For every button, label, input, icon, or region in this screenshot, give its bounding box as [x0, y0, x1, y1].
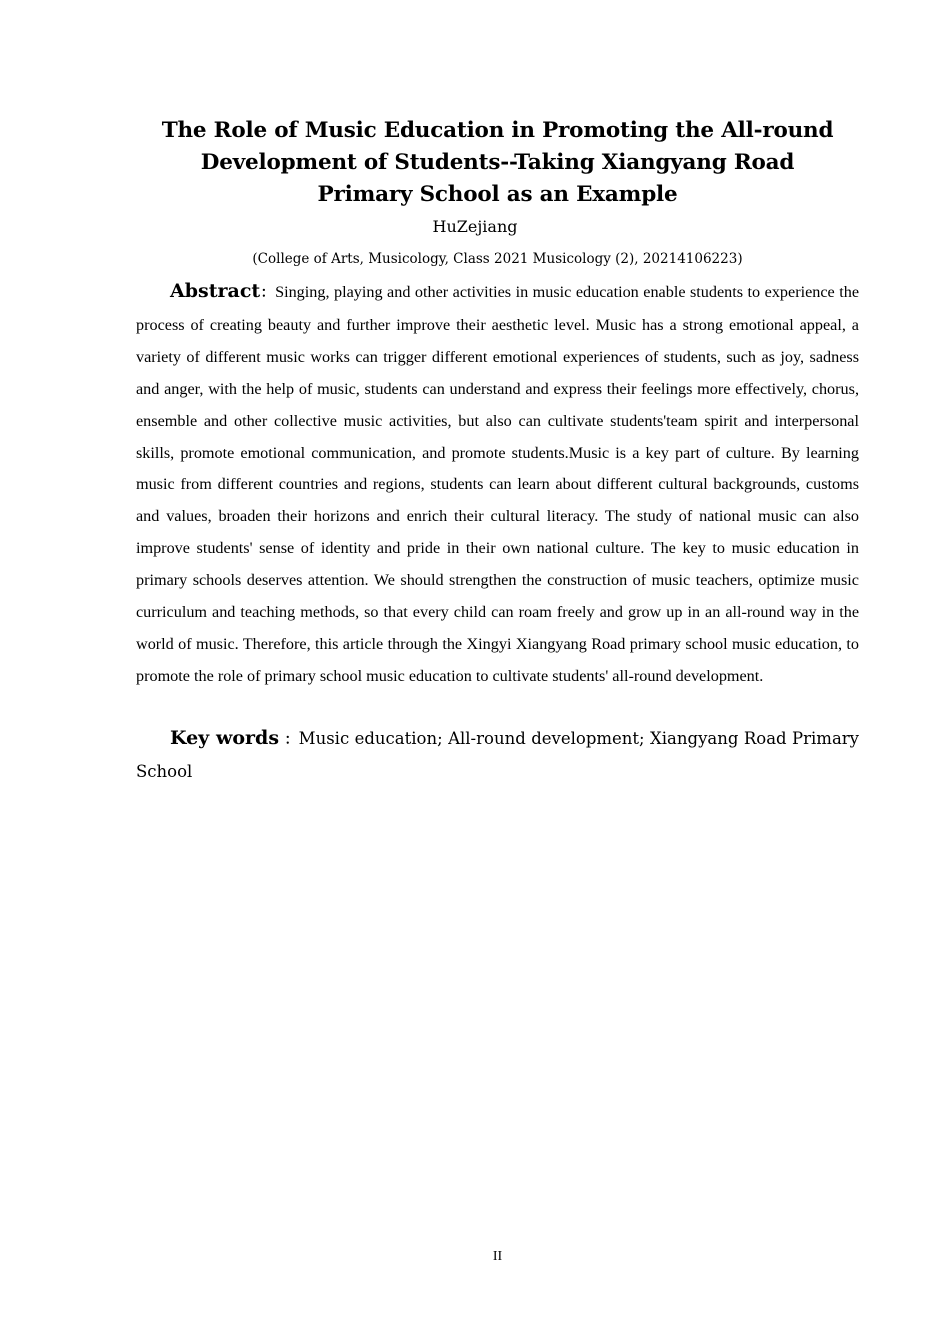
keywords-label: Key words: [170, 727, 280, 749]
abstract-colon: ：: [260, 285, 276, 301]
abstract-label: Abstract: [170, 280, 261, 302]
abstract-text: Singing, playing and other activities in music education enable students to experience the process of creating beauty and further improve their aesthetic level. Music has a strong emotional appeal, a variety of different music works can trigger different emotional experiences of students, such as joy, sadness and anger, with the help of music, students can understand and express their feelings more effectively, chorus, ensemble and other collective music activities, but also can cultivate students'team spirit and interpersonal skills, promote emotional communication, and promote students.Music is a key part of culture. By learning music from different countries and regions, students can learn about different cultural backgrounds, customs and values, broaden their horizons and enrich their cultural literacy. The study of national music can also improve students' sense of identity and pride in their own national culture. The key to music education in primary schools deserves attention. We should strengthen the construction of music teachers, optimize music curriculum and teaching methods, so that every child can roam freely and grow up in an all-round way in the world of music. Therefore, this article through the Xingyi Xiangyang Road primary school music education, to promote the role of primary school music education to cultivate students' all-round development.: [136, 283, 860, 685]
paper-title: The Role of Music Education in Promoting the All-round Development of Students--Taking Xiangyang Road Primary School as an Example: [161, 118, 834, 207]
keywords-text: Music education; All-round development; Xiangyang Road Primary School: [136, 729, 859, 781]
keywords-paragraph: [136, 723, 859, 787]
author-name: HuZejiang: [432, 217, 518, 236]
abstract-paragraph: [136, 276, 859, 693]
page-number: II: [492, 1249, 503, 1264]
author-affiliation: (College of Arts, Musicology, Class 2021 Musicology (2), 20214106223): [252, 251, 743, 267]
keywords-colon: ：: [284, 732, 299, 748]
